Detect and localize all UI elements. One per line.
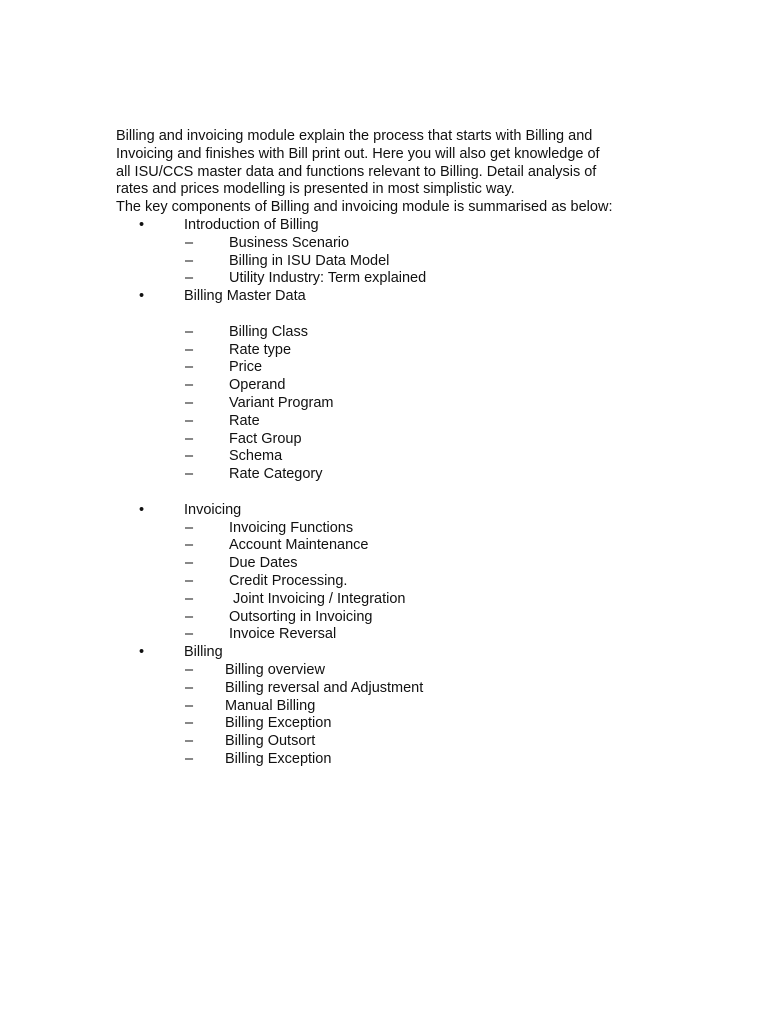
list-item — [0, 431, 768, 449]
list-item — [0, 573, 768, 591]
list-item-label: Credit Processing. — [229, 572, 348, 589]
list-item — [0, 395, 768, 413]
list-item — [0, 359, 768, 377]
intro-line: Invoicing and finishes with Bill print out. Here you will also get knowledge of — [116, 145, 600, 162]
section-title: Invoicing — [184, 501, 242, 518]
list-item-label: Joint Invoicing / Integration — [233, 590, 406, 607]
list-item-label: Rate — [229, 412, 260, 429]
list-item — [0, 537, 768, 555]
dash-icon: – — [185, 626, 194, 643]
bullet-icon: • — [139, 288, 145, 305]
list-item-label: Price — [229, 359, 263, 376]
list-item — [0, 270, 768, 288]
list-item-label: Billing reversal and Adjustment — [225, 679, 424, 696]
list-item-label: Fact Group — [229, 430, 302, 447]
list-item — [0, 591, 768, 609]
dash-icon: – — [185, 394, 194, 411]
dash-icon: – — [185, 430, 194, 447]
dash-icon: – — [185, 733, 194, 750]
list-item — [0, 448, 768, 466]
list-item — [0, 609, 768, 627]
list-item — [0, 715, 768, 733]
dash-icon: – — [185, 234, 194, 251]
list-item-label: Billing Exception — [225, 715, 332, 732]
section-title: Billing — [184, 644, 223, 661]
section-title: Billing Master Data — [184, 288, 306, 305]
list-item-label: Manual Billing — [225, 697, 316, 714]
list-item-label: Schema — [229, 448, 283, 465]
section-billing-master-data — [0, 288, 768, 502]
section-billing — [0, 644, 768, 769]
list-item — [0, 555, 768, 573]
dash-icon: – — [185, 661, 194, 678]
dash-icon: – — [185, 252, 194, 269]
list-item-label: Operand — [229, 377, 286, 394]
list-item-label: Billing in ISU Data Model — [229, 252, 390, 269]
dash-icon: – — [185, 377, 194, 394]
list-item-label: Outsorting in Invoicing — [229, 608, 373, 625]
dash-icon: – — [185, 323, 194, 340]
section-invoicing — [0, 502, 768, 644]
bullet-row — [0, 502, 768, 520]
dash-icon: – — [185, 572, 194, 589]
dash-icon: – — [185, 270, 194, 287]
list-item — [0, 253, 768, 271]
list-item-label: Billing Class — [229, 323, 308, 340]
list-item-label: Billing overview — [225, 661, 325, 678]
list-item — [0, 698, 768, 716]
blank-line — [0, 306, 768, 324]
intro-line: rates and prices modelling is presented in most simplistic way. — [116, 181, 515, 198]
dash-icon: – — [185, 412, 194, 429]
bullet-row — [0, 644, 768, 662]
list-item — [0, 324, 768, 342]
list-item — [0, 413, 768, 431]
dash-icon: – — [185, 608, 194, 625]
list-item — [0, 377, 768, 395]
list-item-label: Invoice Reversal — [229, 626, 337, 643]
dash-icon: – — [185, 448, 194, 465]
intro-line: Billing and invoicing module explain the process that starts with Billing and — [116, 128, 593, 144]
intro-line: all ISU/CCS master data and functions relevant to Billing. Detail analysis of — [116, 163, 597, 180]
bullet-row — [0, 217, 768, 235]
list-item — [0, 342, 768, 360]
intro-paragraph — [116, 128, 656, 217]
list-item-label: Rate Category — [229, 466, 323, 483]
list-item — [0, 626, 768, 644]
list-item — [0, 466, 768, 484]
list-item — [0, 662, 768, 680]
dash-icon: – — [185, 590, 194, 607]
list-item-label: Billing Exception — [225, 750, 332, 767]
list-item — [0, 680, 768, 698]
list-item-label: Billing Outsort — [225, 733, 316, 750]
dash-icon: – — [185, 697, 194, 714]
dash-icon: – — [185, 750, 194, 767]
bullet-row — [0, 288, 768, 306]
list-item-label: Due Dates — [229, 555, 298, 572]
dash-icon: – — [185, 715, 194, 732]
bullet-icon: • — [139, 501, 145, 518]
dash-icon: – — [185, 359, 194, 376]
dash-icon: – — [185, 519, 194, 536]
list-item-label: Rate type — [229, 341, 292, 358]
bullet-icon: • — [139, 644, 145, 661]
dash-icon: – — [185, 537, 194, 554]
list-item-label: Business Scenario — [229, 234, 350, 251]
blank-line — [0, 484, 768, 502]
list-item-label: Account Maintenance — [229, 537, 369, 554]
list-item — [0, 520, 768, 538]
section-introduction-of-billing — [0, 217, 768, 288]
dash-icon: – — [185, 341, 194, 358]
list-item — [0, 733, 768, 751]
list-item-label: Invoicing Functions — [229, 519, 354, 536]
list-item-label: Variant Program — [229, 394, 334, 411]
module-outline — [0, 217, 768, 769]
list-item — [0, 235, 768, 253]
dash-icon: – — [185, 679, 194, 696]
dash-icon: – — [185, 466, 194, 483]
section-title: Introduction of Billing — [184, 217, 319, 233]
key-components-line: The key components of Billing and invoicing module is summarised as below: — [116, 199, 613, 216]
list-item-label: Utility Industry: Term explained — [229, 270, 427, 287]
bullet-icon: • — [139, 217, 145, 233]
dash-icon: – — [185, 555, 194, 572]
list-item — [0, 751, 768, 769]
